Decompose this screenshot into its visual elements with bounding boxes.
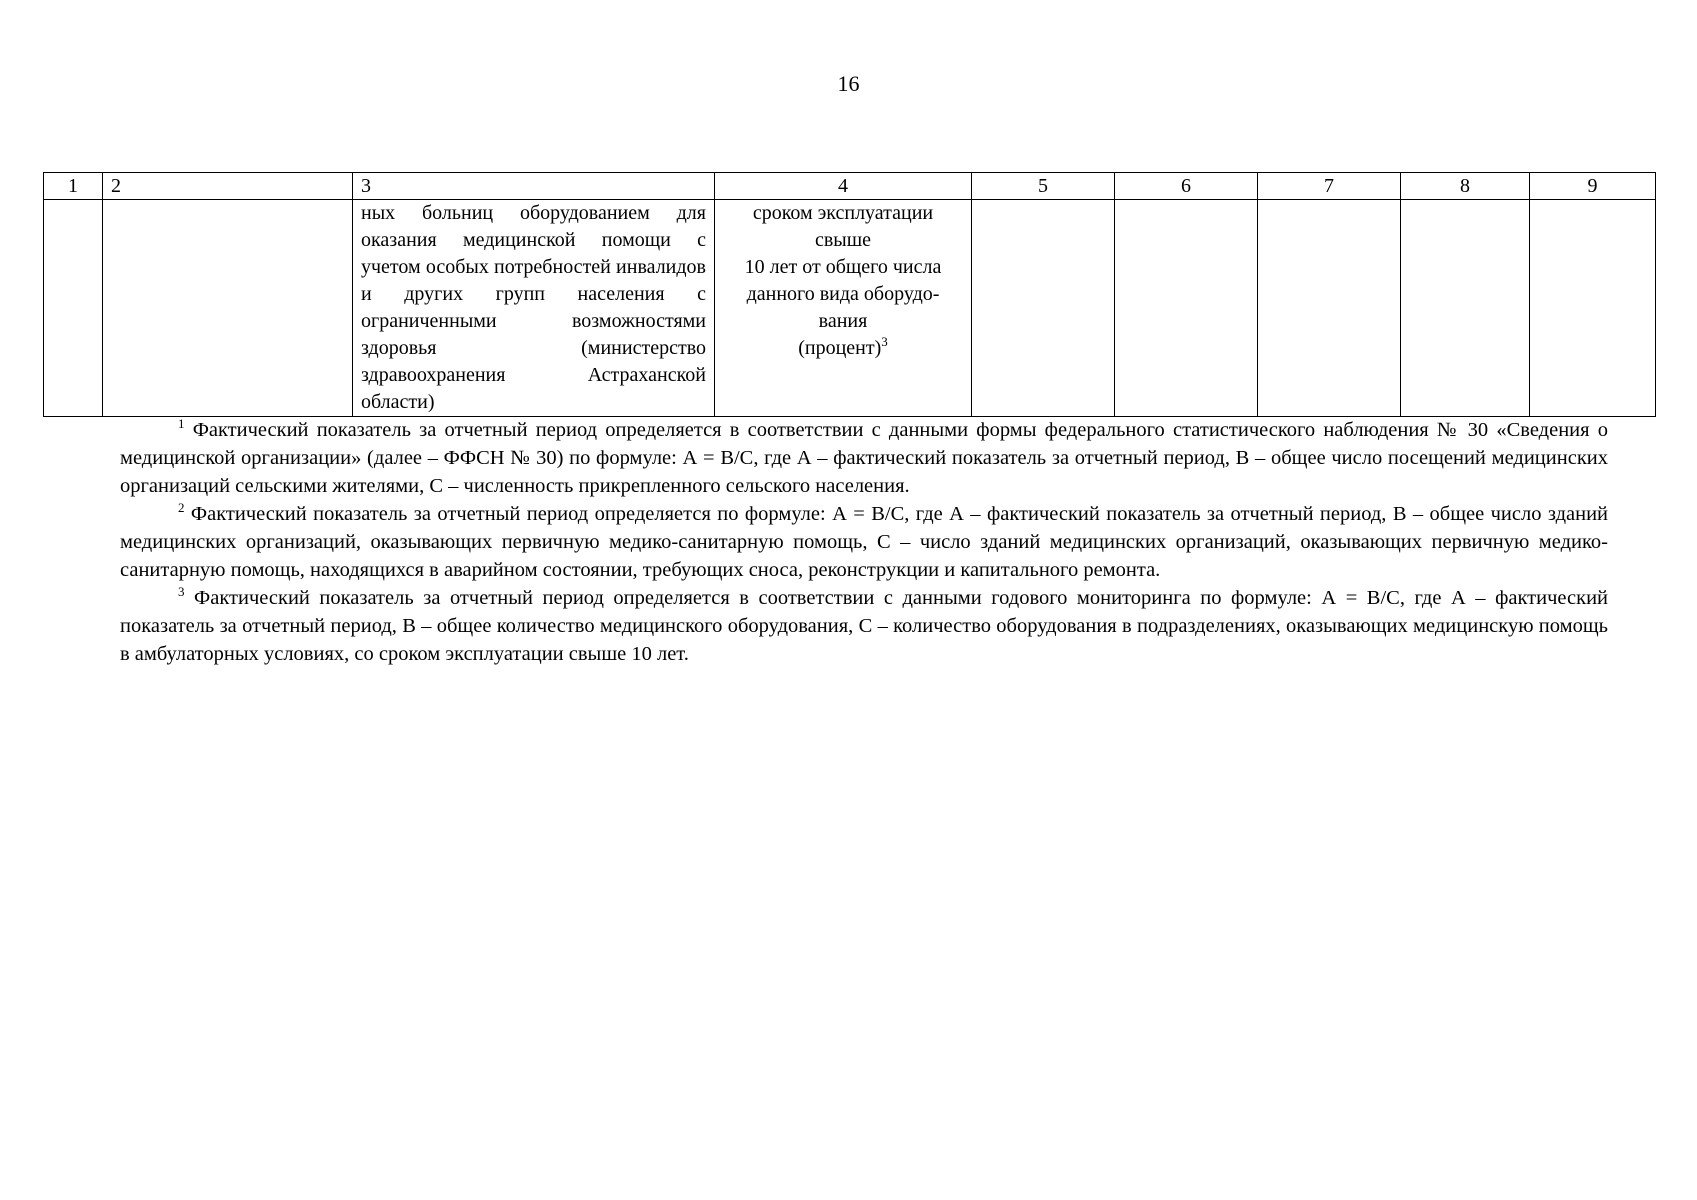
footnote-mark: 1: [178, 416, 185, 431]
unit-line: (процент): [798, 337, 882, 359]
table-cell-7: [1258, 200, 1401, 417]
unit-of-measure-cell: [715, 200, 972, 417]
table-header-cell-9: 9: [1530, 173, 1656, 200]
footnote-1: [120, 416, 1608, 500]
footnote-reference: 3: [881, 334, 888, 349]
table-header-cell-4: 4: [715, 173, 972, 200]
footnote-text: Фактический показатель за отчетный период определяется по формуле: А = В/С, где А – фактический показатель за отчетный период, В – общее число зданий медицинских организаций, оказывающих первичную медико-санитарную помощь, С – число зданий медицинских организаций, оказывающих первичную медико-санитарную помощь, находящихся в аварийном состоянии, требующих сноса, реконструкции и капитального ремонта.: [120, 503, 1609, 581]
unit-line: данного вида оборудо-: [746, 283, 940, 305]
unit-line: 10 лет от общего числа: [744, 256, 942, 278]
footnote-2: [120, 500, 1608, 584]
footnote-text: Фактический показатель за отчетный период определяется в соответствии с данными формы федерального статистического наблюдения № 30 «Сведения о медицинской организации» (далее – ФФСН № 30) по формуле: А = В/С, где А – фактический показатель за отчетный период, В – общее число посещений медицинских организаций сельскими жителями, С – численность прикрепленного сельского населения.: [120, 419, 1609, 497]
unit-line: сроком эксплуатации: [752, 202, 934, 224]
table-header-cell-7: 7: [1258, 173, 1401, 200]
footnote-3: [120, 584, 1608, 668]
table-cell-2: [103, 200, 353, 417]
table-cell-1: [44, 200, 103, 417]
table-header-cell-6: 6: [1115, 173, 1258, 200]
page-number: 16: [837, 71, 860, 96]
table-header-cell-8: 8: [1401, 173, 1530, 200]
table-row: [44, 200, 1656, 417]
table-cell-5: [972, 200, 1115, 417]
table-cell-6: [1115, 200, 1258, 417]
table-cell-8: [1401, 200, 1530, 417]
footnote-mark: 3: [178, 584, 185, 599]
indicator-description-cell: ных больниц оборудованием для оказания медицинской помощи с учетом особых потребностей инвалидов и других групп населения с ограниченными возможностями здоровья (министерство здравоохранения Астраханской области): [353, 200, 715, 417]
table-header-cell-1: 1: [44, 173, 103, 200]
footnote-mark: 2: [178, 500, 185, 515]
indicator-table: [43, 172, 1656, 417]
footnotes: [120, 416, 1608, 668]
footnote-text: Фактический показатель за отчетный период определяется в соответствии с данными годового мониторинга по формуле: А = В/С, где А – фактический показатель за отчетный период, В – общее количество медицинского оборудования, С – количество оборудования в подразделениях, оказывающих медицинскую помощь в амбулаторных условиях, со сроком эксплуатации свыше 10 лет.: [120, 587, 1609, 665]
table-header-cell-2: 2: [103, 173, 353, 200]
table-header-cell-5: 5: [972, 173, 1115, 200]
unit-line: вания: [818, 310, 868, 332]
table-header-row: [44, 173, 1656, 200]
table-cell-9: [1530, 200, 1656, 417]
table-header-cell-3: 3: [353, 173, 715, 200]
unit-line: свыше: [814, 229, 872, 251]
